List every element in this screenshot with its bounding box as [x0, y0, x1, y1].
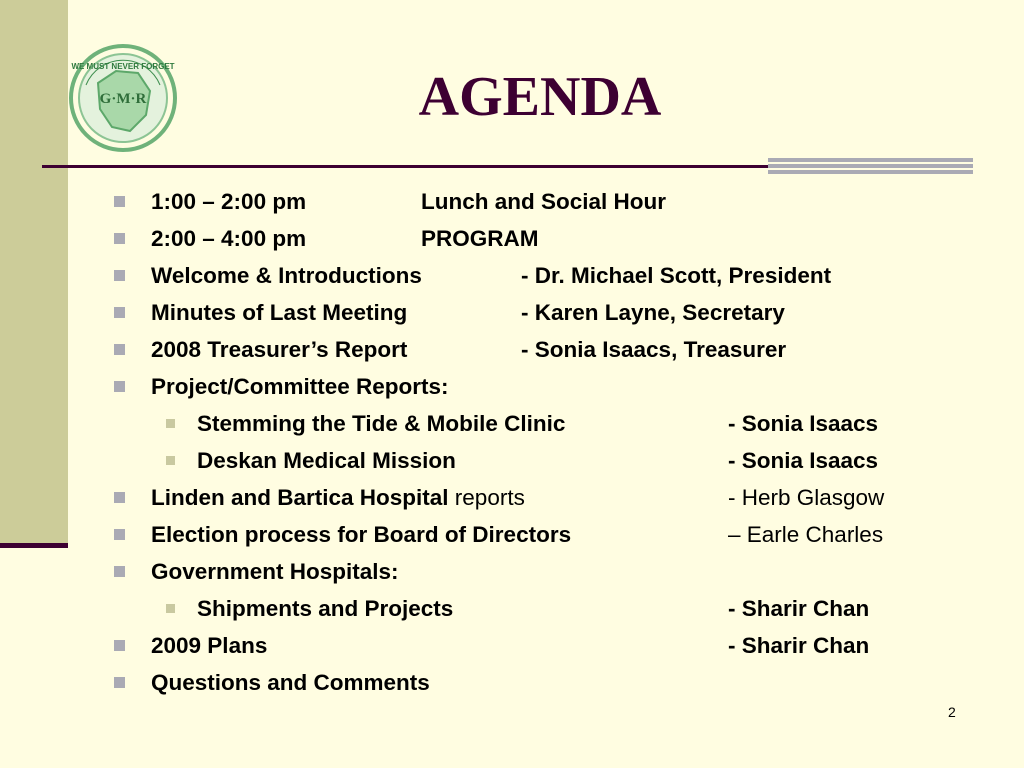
square-bullet-icon — [114, 677, 125, 688]
agenda-time: 1:00 – 2:00 pm — [151, 189, 307, 214]
square-bullet-icon — [114, 344, 125, 355]
agenda-presenter: - Herb Glasgow — [728, 485, 885, 510]
slide-title: AGENDA — [418, 66, 662, 128]
accent-stripes — [768, 158, 973, 180]
square-bullet-icon — [166, 456, 175, 465]
gmr-seal-logo — [68, 43, 178, 153]
agenda-topic: Deskan Medical Mission — [197, 448, 456, 473]
agenda-topic: Questions and Comments — [151, 670, 430, 695]
agenda-presenter: - Dr. Michael Scott, President — [521, 263, 832, 288]
agenda-subitem — [0, 590, 1024, 627]
agenda-topic: Welcome & Introductions — [151, 263, 422, 288]
agenda-item — [0, 294, 1024, 331]
page-number: 2 — [948, 704, 956, 720]
square-bullet-icon — [166, 419, 175, 428]
agenda-topic: Shipments and Projects — [197, 596, 454, 621]
agenda-subitem — [0, 405, 1024, 442]
agenda-item — [0, 183, 1024, 220]
agenda-topic: Project/Committee Reports: — [151, 374, 449, 399]
agenda-item — [0, 664, 1024, 701]
agenda-presenter: - Sonia Isaacs, Treasurer — [521, 337, 787, 362]
square-bullet-icon — [114, 381, 125, 392]
agenda-item — [0, 331, 1024, 368]
agenda-item — [0, 553, 1024, 590]
agenda-topic: Minutes of Last Meeting — [151, 300, 408, 325]
agenda-item — [0, 220, 1024, 257]
agenda-presenter: - Sonia Isaacs — [728, 411, 879, 436]
agenda-item — [0, 627, 1024, 664]
agenda-presenter: – Earle Charles — [728, 522, 884, 547]
agenda-topic: Election process for Board of Directors — [151, 522, 572, 547]
svg-text:WE MUST NEVER FORGET: WE MUST NEVER FORGET — [71, 62, 175, 71]
agenda-item — [0, 257, 1024, 294]
square-bullet-icon — [114, 270, 125, 281]
agenda-topic: 2008 Treasurer’s Report — [151, 337, 408, 362]
agenda-presenter: - Karen Layne, Secretary — [521, 300, 785, 325]
agenda-item — [0, 516, 1024, 553]
agenda-topic: Stemming the Tide & Mobile Clinic — [197, 411, 566, 436]
agenda-presenter: - Sharir Chan — [728, 633, 870, 658]
agenda-topic: Linden and Bartica Hospital reports — [151, 485, 525, 510]
square-bullet-icon — [114, 492, 125, 503]
square-bullet-icon — [114, 196, 125, 207]
agenda-time: 2:00 – 4:00 pm — [151, 226, 307, 251]
svg-text:G·M·R: G·M·R — [99, 91, 147, 107]
agenda-list — [0, 183, 1024, 701]
agenda-topic: Government Hospitals: — [151, 559, 399, 584]
agenda-activity: Lunch and Social Hour — [421, 189, 667, 214]
square-bullet-icon — [114, 566, 125, 577]
square-bullet-icon — [166, 604, 175, 613]
agenda-presenter: - Sonia Isaacs — [728, 448, 879, 473]
agenda-activity: PROGRAM — [421, 226, 539, 251]
agenda-item — [0, 368, 1024, 405]
agenda-presenter: - Sharir Chan — [728, 596, 870, 621]
agenda-subitem — [0, 442, 1024, 479]
square-bullet-icon — [114, 529, 125, 540]
agenda-topic: 2009 Plans — [151, 633, 268, 658]
agenda-item — [0, 479, 1024, 516]
square-bullet-icon — [114, 307, 125, 318]
square-bullet-icon — [114, 640, 125, 651]
square-bullet-icon — [114, 233, 125, 244]
